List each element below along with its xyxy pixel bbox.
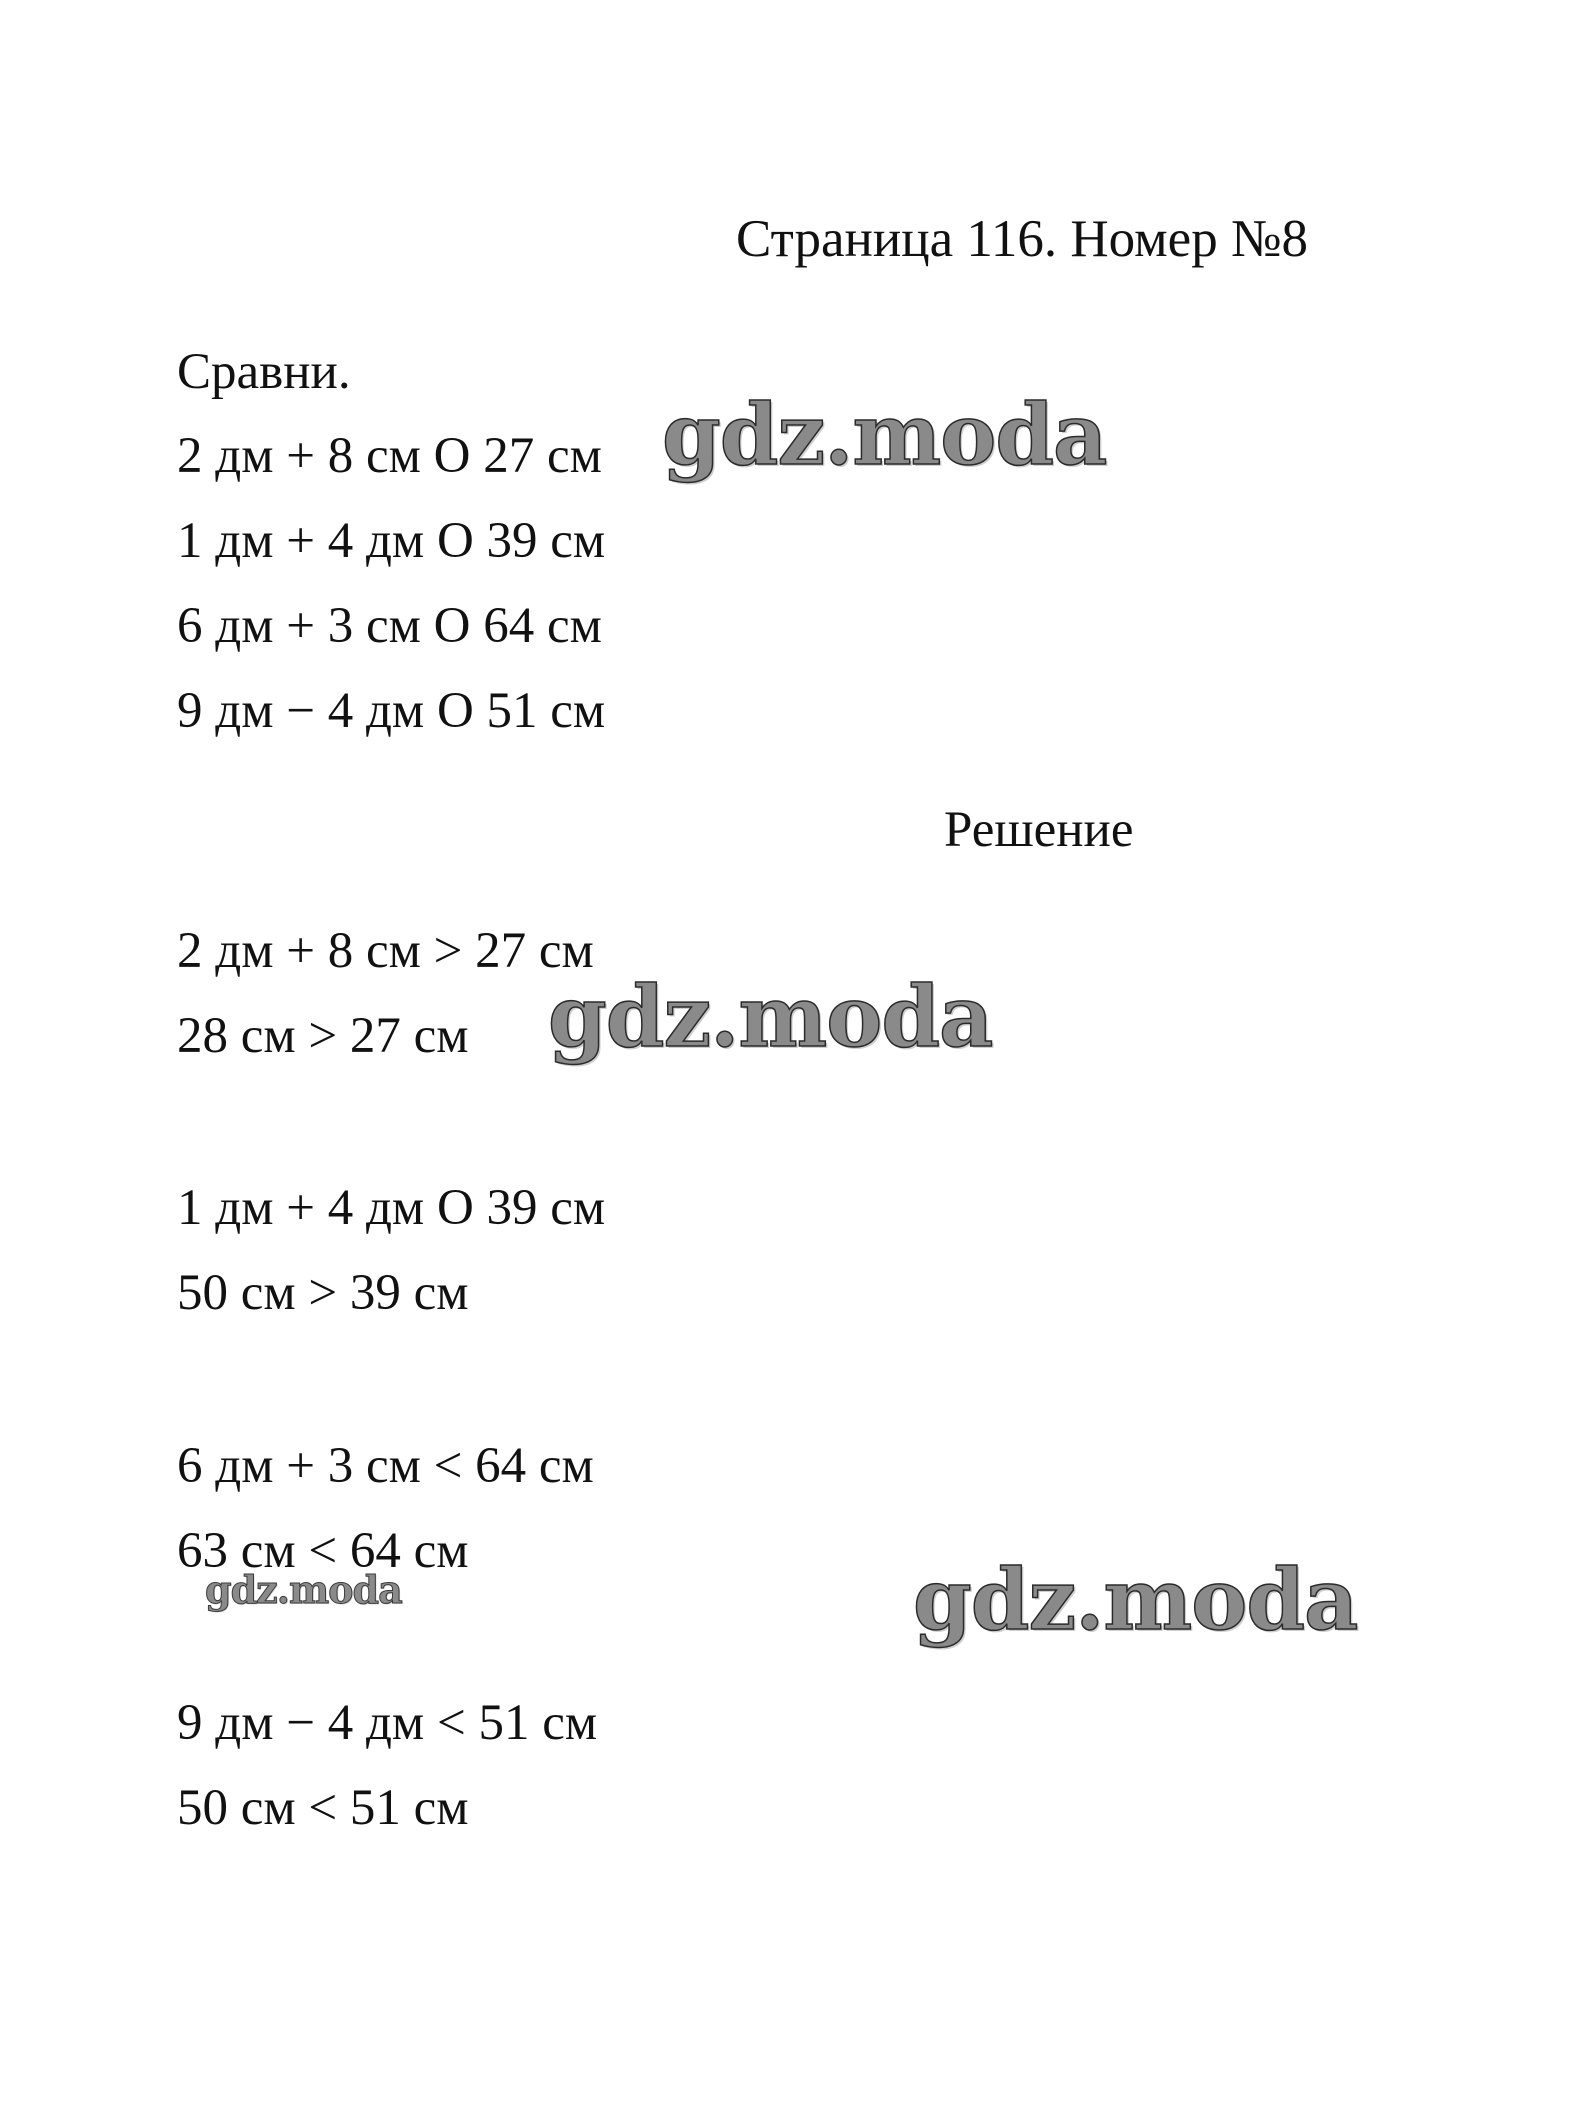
solution-expression: 9 дм − 4 дм < 51 см xyxy=(177,1695,598,1751)
solution-result: 28 см > 27 см xyxy=(177,1008,469,1064)
page-title: Страница 116. Номер №8 xyxy=(736,210,1309,268)
watermark-logo: gdz.moda xyxy=(913,1550,1358,1649)
task-instruction: Сравни. xyxy=(177,344,351,400)
watermark-logo: gdz.moda xyxy=(548,967,993,1066)
solution-title: Решение xyxy=(944,802,1134,858)
task-line: 6 дм + 3 см О 64 см xyxy=(177,598,602,654)
watermark-logo: gdz.moda xyxy=(205,1567,402,1612)
solution-expression: 1 дм + 4 дм О 39 см xyxy=(177,1180,606,1236)
solution-expression: 2 дм + 8 см > 27 см xyxy=(177,923,594,979)
task-line: 2 дм + 8 см О 27 см xyxy=(177,428,602,484)
solution-result: 50 см < 51 см xyxy=(177,1780,469,1836)
solution-result: 50 см > 39 см xyxy=(177,1265,469,1321)
solution-result: 63 см < 64 см xyxy=(177,1523,469,1579)
task-line: 1 дм + 4 дм О 39 см xyxy=(177,513,606,569)
solution-expression: 6 дм + 3 см < 64 см xyxy=(177,1438,594,1494)
task-line: 9 дм − 4 дм О 51 см xyxy=(177,683,606,739)
watermark-logo: gdz.moda xyxy=(662,385,1107,484)
